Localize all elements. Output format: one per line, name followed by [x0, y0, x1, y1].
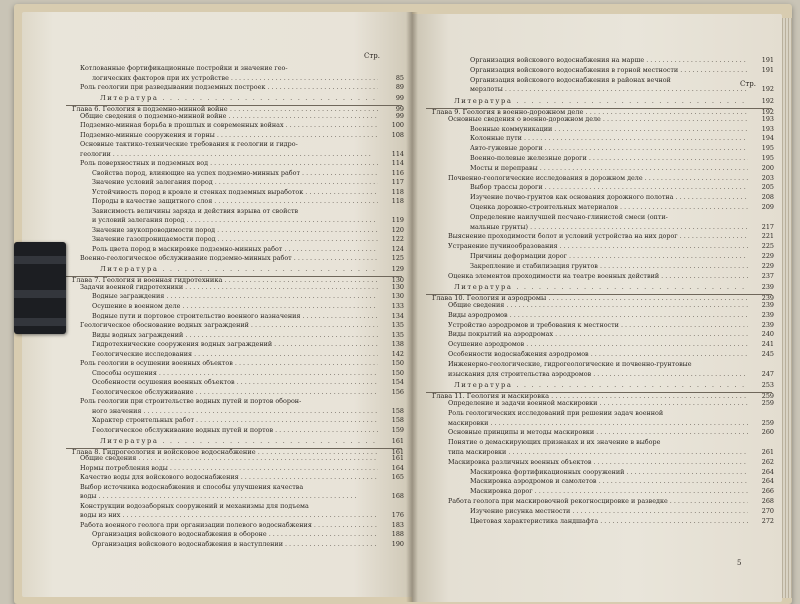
toc-entry-title: Изучение рисунка местности . . . — [470, 507, 748, 516]
toc-entry-title: Основные сведения о военно-дорожном деле . . . — [448, 115, 748, 124]
toc-entry-page: 188 — [391, 530, 404, 539]
toc-entry-title: Литература . . . — [100, 94, 378, 103]
toc-entry-page: 200 — [761, 163, 774, 172]
toc-entry-title: Понятие о демаскирующих признаках и их значение в выборе — [448, 438, 661, 447]
literature-entry — [412, 381, 782, 390]
toc-entry-title: Литература . . . — [454, 381, 748, 390]
toc-entry — [22, 140, 412, 149]
toc-entry-title: изыскания для строительства аэродромов . . . — [448, 370, 748, 379]
toc-entry — [412, 66, 782, 75]
toc-entry-title: маскировки . . . — [448, 419, 748, 428]
toc-entry-page: 190 — [391, 540, 404, 548]
toc-entry-title: Виды водных заграждений . . . — [92, 331, 378, 340]
toc-entry-title: Конструкции водозаборных сооружений и механизмы для подъема — [80, 501, 309, 510]
toc-entry-title: Породы в качестве защитного слоя . . . — [92, 197, 378, 206]
toc-entry-title: Оценка дорожно-строительных материалов . . . — [470, 203, 748, 212]
toc-entry-title: Геологическое обоснование водных заграждений . . . — [80, 321, 378, 330]
toc-entry-title: Качество воды для войскового водоснабжения . . . — [80, 473, 378, 482]
toc-entry-title: Общие сведения . . . — [448, 301, 748, 310]
toc-entry-page: 193 — [761, 124, 774, 133]
toc-entry-page: 195 — [761, 144, 774, 153]
toc-entry-page: 268 — [761, 497, 774, 505]
toc-entry-title: Выбор источника водоснабжения и способы улучшения качества — [80, 482, 304, 491]
toc-entry — [412, 399, 782, 408]
toc-entry — [412, 517, 782, 526]
literature-entry — [22, 94, 412, 103]
toc-entry-page: 241 — [761, 340, 774, 349]
toc-entry-page: 237 — [761, 271, 774, 280]
toc-entry — [22, 378, 412, 387]
right-page-header: Стр. — [740, 80, 756, 88]
toc-entry — [22, 169, 412, 178]
toc-entry-title: Подземно-минные сооружения и горны . . . — [80, 131, 378, 140]
toc-entry-page: 150 — [391, 359, 404, 368]
toc-entry — [412, 232, 782, 241]
page-number: 5 — [737, 559, 742, 567]
toc-entry-page: 194 — [761, 134, 774, 143]
toc-entry — [412, 183, 782, 192]
toc-entry-page: 118 — [391, 187, 404, 196]
toc-entry — [412, 115, 782, 124]
toc-entry-title: воды . . . — [80, 492, 378, 501]
toc-entry — [22, 511, 412, 520]
toc-entry-title: Способы осушения . . . — [92, 369, 378, 378]
toc-entry-title: Выяснение проходимости болот и условий устройства на них дорог . . . — [448, 232, 748, 241]
toc-entry-page: 183 — [391, 520, 404, 529]
toc-entry-title: Причины деформации дорог . . . — [470, 252, 748, 261]
toc-entry-page: 142 — [391, 349, 404, 358]
toc-entry-page: 85 — [395, 73, 404, 82]
toc-entry-page: 165 — [391, 473, 404, 482]
left-toc-list — [22, 12, 412, 597]
toc-entry-page: 117 — [391, 178, 404, 187]
toc-entry — [22, 397, 412, 406]
toc-entry — [412, 370, 782, 379]
toc-entry-title: Мосты и переправы . . . — [470, 164, 748, 173]
toc-entry-page: 221 — [761, 232, 774, 241]
toc-entry-title: Особенности водоснабжения аэродромов . . . — [448, 350, 748, 359]
binder-clip — [14, 242, 66, 334]
toc-entry — [22, 464, 412, 473]
toc-entry-page: 130 — [391, 292, 404, 301]
toc-entry-page: 262 — [761, 457, 774, 466]
toc-entry-title: Военно-полевые железные дороги . . . — [470, 154, 748, 163]
toc-entry-page: 125 — [391, 254, 404, 263]
toc-entry — [22, 407, 412, 416]
toc-entry-page: 138 — [391, 340, 404, 349]
toc-entry-page: 264 — [761, 477, 774, 486]
right-page — [412, 14, 782, 602]
toc-entry-title: ного значения . . . — [92, 407, 378, 416]
toc-entry-title: Устранение пучинообразования . . . — [448, 242, 748, 251]
toc-entry-title: воды из них . . . — [80, 511, 378, 520]
toc-entry-title: Работа военного геолога при организации полевого водоснабжения . . . — [80, 521, 378, 530]
toc-entry-page: 209 — [761, 203, 774, 211]
toc-entry-page: 158 — [391, 416, 404, 425]
toc-entry — [22, 64, 412, 73]
toc-entry-title: Организация войскового водоснабжения в обороне . . . — [92, 530, 378, 539]
toc-entry — [412, 497, 782, 506]
toc-entry — [412, 174, 782, 183]
toc-entry-page: 193 — [761, 114, 774, 123]
toc-entry-title: Осушение в военном деле . . . — [92, 302, 378, 311]
toc-entry — [22, 216, 412, 225]
book-gutter — [406, 12, 418, 602]
toc-entry-title: Цветовая характеристика ландшафта . . . — [470, 517, 748, 526]
toc-entry-page: 259 — [761, 392, 774, 401]
toc-entry-title: Водные заграждения . . . — [92, 292, 378, 301]
toc-entry-title: Работа геолога при маскировочной рекогносцировке и разведке . . . — [448, 497, 748, 506]
toc-entry-page: 270 — [761, 506, 774, 515]
toc-entry-page: 100 — [391, 121, 404, 130]
toc-entry-page: 192 — [761, 85, 774, 94]
toc-entry — [22, 131, 412, 140]
toc-entry — [22, 235, 412, 244]
toc-entry-page: 116 — [391, 168, 404, 177]
toc-entry — [22, 350, 412, 359]
toc-entry-title: Глава 7. Геология и военная гидротехника . . . — [72, 276, 378, 285]
toc-entry-title: Маскировка фортификационных сооружений . . . — [470, 468, 748, 477]
toc-entry-title: Роль цвета пород в маскировке подземно-минных работ . . . — [92, 245, 378, 254]
toc-entry-title: Определение и задачи военной маскировки . . . — [448, 399, 748, 408]
toc-entry — [412, 428, 782, 437]
toc-entry-page: 161 — [391, 454, 404, 463]
toc-entry-page: 130 — [391, 282, 404, 291]
toc-entry — [22, 150, 412, 159]
toc-entry — [22, 388, 412, 397]
toc-entry-title: Виды аэродромов . . . — [448, 311, 748, 320]
toc-entry-page: 133 — [391, 302, 404, 310]
toc-entry — [412, 350, 782, 359]
toc-entry-title: Значение звукопроводимости пород . . . — [92, 226, 378, 235]
literature-entry — [412, 97, 782, 106]
toc-entry-page: 114 — [391, 159, 404, 168]
toc-entry-title: Литература . . . — [454, 283, 748, 292]
toc-entry-title: Колонные пути . . . — [470, 134, 748, 143]
toc-entry-title: Военные коммуникации . . . — [470, 125, 748, 134]
toc-entry — [22, 426, 412, 435]
toc-entry — [412, 56, 782, 65]
toc-entry-title: Геологическое обслуживание . . . — [92, 388, 378, 397]
open-book — [14, 4, 800, 604]
toc-entry-page: 259 — [761, 418, 774, 427]
toc-entry — [22, 121, 412, 130]
toc-entry-title: Геологическое обслуживание водных путей и портов . . . — [92, 426, 378, 435]
toc-entry — [22, 207, 412, 216]
toc-entry-page: 161 — [391, 447, 404, 456]
toc-entry-page: 240 — [761, 330, 774, 339]
toc-entry-page: 260 — [761, 428, 774, 437]
toc-entry — [22, 369, 412, 378]
toc-entry-page: 195 — [761, 154, 774, 162]
toc-entry-title: Почвенно-геологические исследования в дорожном деле . . . — [448, 174, 748, 183]
toc-entry-title: типа маскировки . . . — [448, 448, 748, 457]
toc-entry — [412, 330, 782, 339]
toc-entry-page: 135 — [391, 321, 404, 330]
toc-entry-title: Устойчивость пород в кровле и стенках подземных выработок . . . — [92, 188, 378, 197]
toc-entry-title: Глава 9. Геология в военно-дорожном деле . . . — [432, 108, 748, 117]
toc-entry-title: Инженерно-геологические, гидрогеологические и почвенно-грунтовые — [448, 359, 692, 368]
literature-entry — [412, 283, 782, 292]
toc-entry-title: Авто-гужевые дороги . . . — [470, 144, 748, 153]
toc-entry — [412, 419, 782, 428]
toc-entry — [412, 311, 782, 320]
toc-entry-title: Организация войскового водоснабжения на марше . . . — [470, 56, 748, 65]
right-toc-list — [412, 14, 782, 602]
toc-entry-page: 176 — [391, 511, 404, 520]
toc-entry-title: Виды покрытий на аэродромах . . . — [448, 330, 748, 339]
toc-entry — [412, 252, 782, 261]
toc-entry-title: Глава 6. Геология в подземно-минной войне . . . — [72, 105, 378, 114]
toc-entry-title: Задачи военной гидротехники . . . — [80, 283, 378, 292]
toc-entry-page: 150 — [391, 368, 404, 377]
toc-entry — [412, 213, 782, 222]
toc-entry — [412, 340, 782, 349]
toc-entry-title: геологии . . . — [80, 150, 378, 159]
toc-entry — [22, 473, 412, 482]
toc-entry-title: Литература . . . — [454, 97, 748, 106]
toc-entry — [412, 458, 782, 467]
toc-entry — [412, 272, 782, 281]
toc-entry-page: 239 — [761, 282, 774, 291]
toc-entry-title: Выбор трассы дороги . . . — [470, 183, 748, 192]
toc-entry-title: Геологические исследования . . . — [92, 350, 378, 359]
toc-entry-page: 122 — [391, 235, 404, 244]
toc-entry — [22, 188, 412, 197]
toc-entry-page: 239 — [761, 301, 774, 309]
toc-entry — [22, 321, 412, 330]
toc-entry — [22, 454, 412, 463]
toc-entry — [412, 76, 782, 85]
toc-entry — [412, 134, 782, 143]
toc-entry — [412, 409, 782, 418]
toc-entry — [22, 283, 412, 292]
toc-entry — [22, 226, 412, 235]
literature-entry — [22, 265, 412, 274]
toc-entry-title: Осушение аэродромов . . . — [448, 340, 748, 349]
toc-entry — [22, 416, 412, 425]
toc-entry-title: Зависимость величины заряда и действия взрыва от свойств — [92, 206, 299, 215]
toc-entry-title: Роль геологии в осушении военных объектов . . . — [80, 359, 378, 368]
toc-entry-page: 264 — [761, 467, 774, 476]
toc-entry — [22, 197, 412, 206]
toc-entry-page: 119 — [391, 216, 404, 225]
toc-entry-page: 124 — [391, 244, 404, 253]
toc-entry-title: Роль геологии при разведывании подземных построек . . . — [80, 83, 378, 92]
toc-entry — [22, 483, 412, 492]
toc-entry — [412, 301, 782, 310]
toc-entry-title: Характер строительных работ . . . — [92, 416, 378, 425]
toc-entry — [412, 487, 782, 496]
toc-entry — [412, 468, 782, 477]
toc-entry — [412, 125, 782, 134]
toc-entry-title: Свойства пород, влияющие на успех подземно-минных работ . . . — [92, 169, 378, 178]
toc-entry-page: 229 — [761, 261, 774, 270]
toc-entry — [22, 502, 412, 511]
toc-entry-title: Гидротехнические сооружения водных заграждений . . . — [92, 340, 378, 349]
toc-entry-title: Литература . . . — [100, 265, 378, 274]
toc-entry — [22, 312, 412, 321]
toc-entry-title: Основные тактико-технические требования к геологии и гидро- — [80, 140, 298, 149]
toc-entry-title: Роль геологических исследований при решении задач военной — [448, 408, 664, 417]
toc-entry-title: Маскировка аэродромов и самолетов . . . — [470, 477, 748, 486]
toc-entry — [22, 245, 412, 254]
toc-entry-page: 89 — [395, 83, 404, 92]
toc-entry-title: Общие сведения . . . — [80, 454, 378, 463]
toc-entry-page: 229 — [761, 252, 774, 260]
toc-entry — [22, 540, 412, 549]
toc-entry-page: 217 — [761, 222, 774, 231]
toc-entry-page: 191 — [761, 56, 774, 64]
toc-entry-page: 114 — [391, 149, 404, 158]
toc-entry-title: Водные пути и портовое строительство военного назначения . . . — [92, 312, 378, 321]
toc-entry — [22, 302, 412, 311]
toc-entry — [22, 530, 412, 539]
toc-entry-page: 253 — [761, 380, 774, 389]
toc-entry-title: Глава 8. Гидрогеология и войсковое водоснабжение . . . — [72, 448, 378, 457]
toc-entry-page: 120 — [391, 225, 404, 234]
toc-entry-title: Закрепление и стабилизация грунтов . . . — [470, 262, 748, 271]
toc-entry — [22, 159, 412, 168]
toc-entry — [412, 164, 782, 173]
toc-entry-title: Значение условий залегания пород . . . — [92, 178, 378, 187]
toc-entry — [412, 203, 782, 212]
toc-entry-title: Нормы потребления воды . . . — [80, 464, 378, 473]
toc-entry-title: Военно-геологическое обслуживание подземно-минных работ . . . — [80, 254, 378, 263]
toc-entry-page: 266 — [761, 487, 774, 496]
toc-entry-page: 159 — [391, 425, 404, 434]
toc-entry-page: 192 — [761, 96, 774, 105]
toc-entry-title: Роль поверхностных и подземных вод . . . — [80, 159, 378, 168]
toc-entry-page: 161 — [391, 436, 404, 445]
toc-entry — [22, 359, 412, 368]
toc-entry — [412, 448, 782, 457]
toc-entry — [22, 112, 412, 121]
toc-entry-title: Организация войскового водоснабжения в горной местности . . . — [470, 66, 748, 75]
toc-entry-title: Организация войскового водоснабжения в наступлении . . . — [92, 540, 378, 549]
toc-entry-title: Подземно-минная борьба в прошлых и современных войнах . . . — [80, 121, 378, 130]
toc-entry-page: 205 — [761, 183, 774, 192]
toc-entry — [412, 438, 782, 447]
toc-entry — [22, 83, 412, 92]
toc-entry-title: и условий залегания пород . . . — [92, 216, 378, 225]
toc-entry-title: логических факторов при их устройстве . . . — [92, 74, 378, 83]
toc-entry-title: Изучение почво-грунтов как основания дорожного полотна . . . — [470, 193, 748, 202]
toc-entry — [22, 521, 412, 530]
toc-entry-page: 108 — [391, 130, 404, 139]
toc-entry-page: 261 — [761, 448, 774, 456]
toc-entry — [412, 144, 782, 153]
toc-entry — [22, 492, 412, 501]
toc-entry-title: Маскировка дорог . . . — [470, 487, 748, 496]
toc-entry-page: 130 — [391, 276, 404, 285]
toc-entry-title: Маскировка различных военных объектов . . . — [448, 458, 748, 467]
toc-entry-title: Организация войскового водоснабжения в районах вечной — [470, 75, 671, 84]
toc-entry-title: Котлованные фортификационные постройки и значение гео- — [80, 64, 288, 72]
toc-entry-title: Общие сведения о подземно-минной войне . . . — [80, 112, 378, 121]
toc-entry-page: 168 — [391, 492, 404, 501]
toc-entry-title: Определение наилучшей песчано-глинистой смеси (опти- — [470, 212, 668, 221]
toc-entry-page: 154 — [391, 378, 404, 387]
toc-entry-page: 164 — [391, 463, 404, 472]
toc-entry — [412, 360, 782, 369]
toc-entry — [412, 262, 782, 271]
toc-entry-title: Оценка элементов проходимости на театре военных действий . . . — [448, 272, 748, 281]
toc-entry — [22, 178, 412, 187]
toc-entry-page: 158 — [391, 406, 404, 415]
toc-entry — [22, 254, 412, 263]
toc-entry — [412, 85, 782, 94]
toc-entry-page: 208 — [761, 193, 774, 202]
toc-entry-page: 192 — [761, 108, 774, 116]
toc-entry-page: 99 — [395, 111, 404, 120]
toc-entry-page: 156 — [391, 387, 404, 396]
toc-entry-title: Роль геологии при строительстве водных путей и портов оборон- — [80, 397, 302, 406]
toc-entry-page: 191 — [761, 65, 774, 74]
toc-entry — [412, 477, 782, 486]
toc-entry-page: 239 — [761, 310, 774, 319]
toc-entry-title: Глава 11. Геология и маскировка . . . — [432, 392, 748, 401]
toc-entry — [22, 292, 412, 301]
toc-entry-page: 134 — [391, 311, 404, 320]
toc-entry-page: 245 — [761, 350, 774, 358]
toc-entry — [412, 193, 782, 202]
toc-entry — [22, 340, 412, 349]
left-page-header: Стр. — [364, 52, 380, 60]
toc-entry — [412, 154, 782, 163]
toc-entry-page: 118 — [391, 197, 404, 206]
toc-entry-page: 99 — [395, 105, 404, 114]
toc-entry-title: мальные грунты) . . . — [470, 223, 748, 232]
literature-entry — [22, 437, 412, 446]
toc-entry — [22, 331, 412, 340]
toc-entry-title: Глава 10. Геология и аэродромы . . . — [432, 294, 748, 303]
toc-entry-page: 225 — [761, 242, 774, 251]
toc-entry-page: 99 — [395, 94, 404, 103]
toc-entry-page: 272 — [761, 516, 774, 525]
toc-entry-page: 239 — [761, 294, 774, 303]
toc-entry-title: Литература . . . — [100, 437, 378, 446]
toc-entry — [412, 223, 782, 232]
toc-entry-page: 129 — [391, 265, 404, 274]
toc-entry-page: 135 — [391, 330, 404, 339]
left-page — [22, 12, 412, 597]
toc-entry-page: 247 — [761, 369, 774, 378]
toc-entry — [412, 507, 782, 516]
toc-entry — [412, 242, 782, 251]
toc-entry — [22, 74, 412, 83]
toc-entry-page: 259 — [761, 399, 774, 407]
toc-entry-title: Значение газопроницаемости пород . . . — [92, 235, 378, 244]
toc-entry-title: Основные принципы и методы маскировки . . . — [448, 428, 748, 437]
toc-entry-title: мерзлоты . . . — [470, 85, 748, 94]
toc-entry-title: Устройство аэродромов и требования к местности . . . — [448, 321, 748, 330]
toc-entry-page: 203 — [761, 173, 774, 182]
toc-entry-title: Особенности осушения военных объектов . . . — [92, 378, 378, 387]
toc-entry — [412, 321, 782, 330]
toc-entry-page: 239 — [761, 320, 774, 329]
